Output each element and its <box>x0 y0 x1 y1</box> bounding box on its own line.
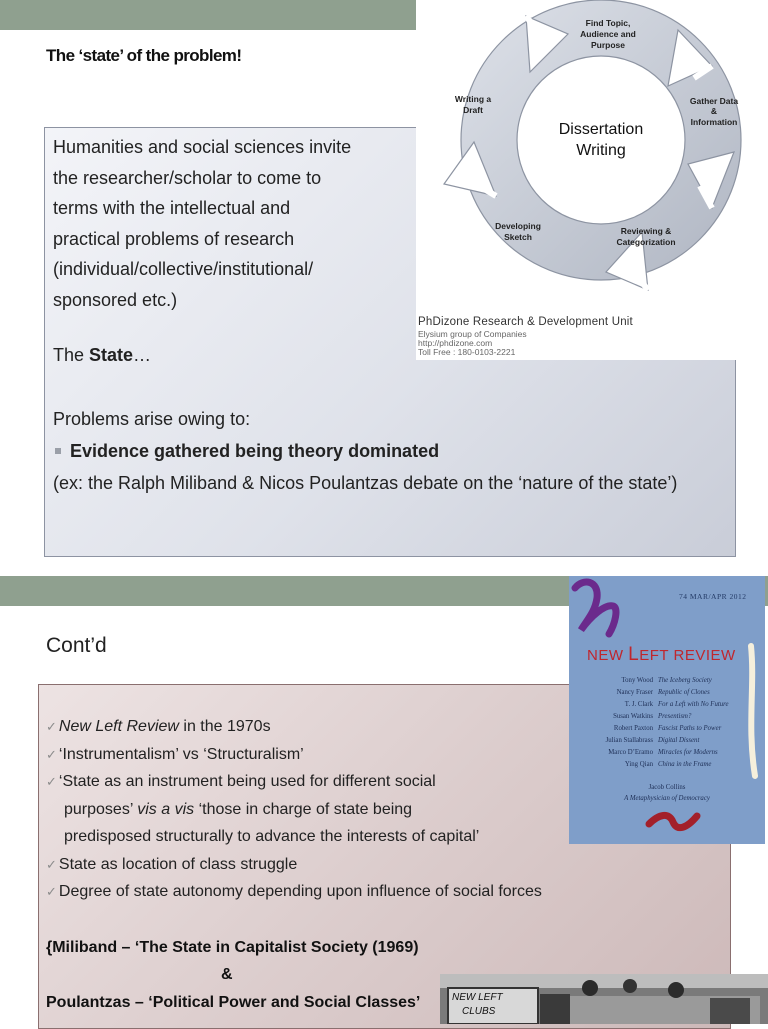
contents-author: Robert Paxton <box>613 725 653 732</box>
check-item <box>46 718 271 736</box>
check-item <box>46 856 297 874</box>
photo-sign-text: NEW LEFT <box>452 992 503 1003</box>
contents-author: Susan Watkins <box>613 713 653 720</box>
magazine-cover <box>569 576 765 844</box>
paragraph-line: terms with the intellectual and <box>53 198 291 219</box>
contents-author: Ying Qian <box>624 761 653 768</box>
magazine-name-part: L <box>628 644 640 665</box>
credit-line: http://phdizone.com <box>418 338 493 348</box>
cycle-center-title: Writing <box>576 142 626 159</box>
cycle-step-label: Developing <box>495 221 541 231</box>
intro-paragraph <box>53 132 383 316</box>
continuation-italic: vis a vis <box>137 801 195 818</box>
contents-row <box>569 725 721 732</box>
magazine-name <box>587 644 736 666</box>
paragraph-line: the researcher/scholar to come to <box>53 167 322 188</box>
check-item-text: ‘Instrumentalism’ vs ‘Structuralism’ <box>58 746 304 763</box>
contents-author: T. J. Clark <box>624 701 653 708</box>
state-bold: State <box>89 345 134 365</box>
contents-title: Republic of Clones <box>658 689 710 696</box>
contents-title: Presentism? <box>658 713 692 720</box>
check-item-text: Degree of state autonomy depending upon influence of social forces <box>58 883 542 900</box>
problems-label: Problems arise owing to: <box>53 409 251 429</box>
slide-title: Cont’d <box>46 634 107 657</box>
reference-amp: & <box>221 966 233 983</box>
contents-footer-title: A Metaphysician of Democracy <box>624 795 710 802</box>
contents-author: Nancy Fraser <box>616 689 653 696</box>
paragraph-line: sponsored etc.) <box>53 289 178 310</box>
cycle-center-title: Dissertation <box>558 121 644 138</box>
paragraph-line: Humanities and social sciences invite <box>53 137 352 157</box>
contents-row <box>569 761 711 768</box>
cover-mark-cream <box>751 646 755 776</box>
state-prefix: The <box>53 345 90 365</box>
check-icon: ✓ <box>46 747 57 762</box>
paragraph-line: (individual/collective/institutional/ <box>53 259 314 280</box>
cycle-step-label: Gather Data <box>689 96 739 106</box>
state-suffix: … <box>133 345 152 365</box>
state-line <box>53 345 151 366</box>
bullet-text: Evidence gathered being theory dominated <box>70 441 440 461</box>
contents-author: Marco D’Eramo <box>608 749 653 756</box>
cover-mark-red <box>649 815 697 827</box>
cover-art <box>569 576 765 844</box>
cycle-diagram <box>416 0 768 360</box>
contents-author: Julian Stallabrass <box>605 737 653 744</box>
check-item-text: State as location of class struggle <box>58 856 298 873</box>
check-item-continuation: predisposed structurally to advance the interests of capital’ <box>64 828 480 845</box>
contents-title: China in the Frame <box>658 761 712 768</box>
cycle-step-label: Purpose <box>590 40 626 50</box>
contents-row <box>569 737 699 744</box>
cycle-step-label: Information <box>690 117 738 127</box>
credit-title: PhDizone Research & Development Unit <box>418 316 633 328</box>
check-item <box>46 883 542 901</box>
contents-row <box>569 749 718 756</box>
square-bullet-icon <box>55 448 61 454</box>
contents-title: Digital Dissent <box>658 737 700 744</box>
cycle-step-label: Reviewing & <box>620 226 672 236</box>
check-item-text: in the 1970s <box>178 718 271 735</box>
archival-photo <box>440 974 768 1024</box>
cycle-diagram-graphic <box>416 0 768 310</box>
check-item <box>46 773 436 791</box>
contents-row <box>569 677 712 684</box>
photo-sign-text: CLUBS <box>462 1006 496 1017</box>
contents-title: Miracles for Moderns <box>658 749 718 756</box>
cycle-step-label: & <box>710 106 718 116</box>
credit-line: Toll Free : 180-0103-2221 <box>418 347 516 357</box>
check-item-text: ‘State as an instrument being used for different social <box>58 773 436 790</box>
slide-title: The ‘state’ of the problem! <box>46 46 242 65</box>
cycle-step-label: Draft <box>463 105 483 115</box>
cycle-ring-inner <box>517 56 685 224</box>
reference-line: {Miliband – ‘The State in Capitalist Society (1969) <box>46 939 419 956</box>
contents-row <box>569 689 710 696</box>
check-icon: ✓ <box>46 857 57 872</box>
magazine-name-part: NEW <box>587 647 629 664</box>
continuation-text: ‘those in charge of state being <box>194 801 413 818</box>
continuation-text: purposes’ <box>64 801 138 818</box>
check-icon: ✓ <box>46 884 57 899</box>
bullet-item <box>53 441 439 462</box>
contents-title: Fascist Paths to Power <box>658 725 722 732</box>
contents-row <box>569 701 729 708</box>
magazine-name-part: REVIEW <box>668 647 736 664</box>
check-item <box>46 746 304 764</box>
credit-line: Elysium group of Companies <box>418 329 527 339</box>
magazine-issue: 74 MAR/APR 2012 <box>679 592 747 601</box>
contents-author: Tony Wood <box>621 677 653 684</box>
example-text: (ex: the Ralph Miliband & Nicos Poulantzas debate on the ‘nature of the state’) <box>53 473 678 493</box>
photo-graphic <box>440 974 768 1024</box>
check-icon: ✓ <box>46 774 57 789</box>
magazine-name-part: EFT <box>639 647 669 664</box>
contents-footer-author: Jacob Collins <box>648 784 686 791</box>
check-item-italic: New Left Review <box>58 718 179 735</box>
contents-title: The Iceberg Society <box>658 677 712 684</box>
contents-title: For a Left with No Future <box>658 701 729 708</box>
cover-mark-purple <box>575 582 616 634</box>
contents-row <box>569 713 691 720</box>
cycle-step-label: Categorization <box>616 237 676 247</box>
paragraph-line: practical problems of research <box>53 228 295 249</box>
slide-header-bar <box>0 0 416 30</box>
check-item-continuation <box>64 801 412 819</box>
cycle-step-label: Writing a <box>454 94 492 104</box>
cycle-step-label: Sketch <box>504 232 532 242</box>
cycle-step-label: Find Topic, <box>585 18 631 28</box>
cycle-step-label: Audience and <box>580 29 636 39</box>
check-icon: ✓ <box>46 719 57 734</box>
reference-line: Poulantzas – ‘Political Power and Social Classes’ <box>46 994 421 1011</box>
